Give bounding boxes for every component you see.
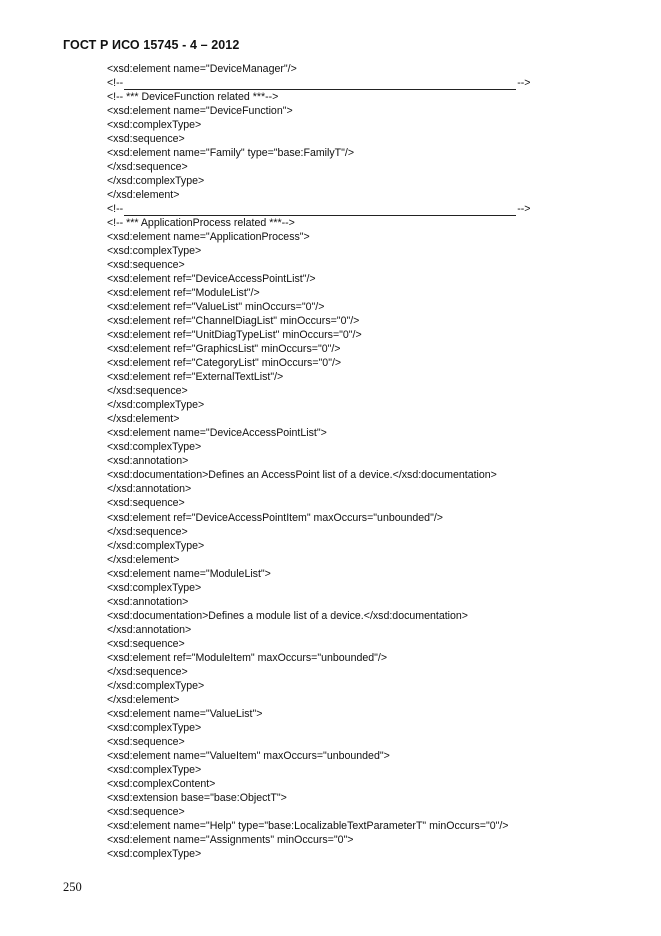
code-line: <xsd:element name="DeviceManager"/> xyxy=(107,63,297,75)
code-line: <xsd:complexType> xyxy=(107,119,202,132)
code-line: <xsd:element ref="ValueList" minOccurs="0"/> xyxy=(107,301,325,314)
code-line: <xsd:element name="ValueList"> xyxy=(107,707,263,720)
code-line: </xsd:annotation> xyxy=(107,483,192,496)
code-line: <xsd:element name="ModuleList"> xyxy=(107,567,271,580)
comment-separator-line xyxy=(107,202,607,216)
code-line: </xsd:complexType> xyxy=(107,679,205,692)
code-line: <xsd:sequence> xyxy=(107,735,185,748)
code-line: <xsd:element ref="ExternalTextList"/> xyxy=(107,371,284,384)
code-line: <xsd:element name="ValueItem" maxOccurs="unbounded"> xyxy=(107,749,390,762)
code-line: <xsd:complexContent> xyxy=(107,777,216,790)
code-line: <xsd:sequence> xyxy=(107,133,185,146)
code-line: <xsd:sequence> xyxy=(107,805,185,818)
page-number: 250 xyxy=(63,880,82,894)
code-line: <xsd:element ref="ModuleItem" maxOccurs="unbounded"/> xyxy=(107,651,388,664)
code-line: </xsd:element> xyxy=(107,413,180,426)
code-line: <xsd:element ref="DeviceAccessPointList"/> xyxy=(107,273,316,286)
code-line: </xsd:sequence> xyxy=(107,161,188,174)
code-line: </xsd:complexType> xyxy=(107,399,205,412)
separator-close: --> xyxy=(517,77,531,89)
code-line: <xsd:sequence> xyxy=(107,497,185,510)
code-line: <xsd:element name="DeviceFunction"> xyxy=(107,105,293,118)
code-line: </xsd:element> xyxy=(107,553,180,566)
code-line: </xsd:sequence> xyxy=(107,665,188,678)
code-line: <xsd:element name="ApplicationProcess"> xyxy=(107,231,310,244)
code-line: </xsd:sequence> xyxy=(107,385,188,398)
code-line: <xsd:sequence> xyxy=(107,259,185,272)
code-line: <xsd:complexType> xyxy=(107,763,202,776)
code-line: <xsd:complexType> xyxy=(107,847,202,860)
code-line: </xsd:complexType> xyxy=(107,539,205,552)
code-line: <xsd:complexType> xyxy=(107,441,202,454)
separator-open: <!-- xyxy=(107,203,124,216)
code-line: <xsd:element ref="DeviceAccessPointItem" maxOccurs="unbounded"/> xyxy=(107,511,443,524)
code-line: <xsd:element ref="ChannelDiagList" minOccurs="0"/> xyxy=(107,315,360,328)
code-line: <!-- *** ApplicationProcess related ***--> xyxy=(107,217,295,230)
code-line: <xsd:element ref="CategoryList" minOccurs="0"/> xyxy=(107,357,342,370)
comment-separator-line xyxy=(107,76,607,90)
code-line: <xsd:element ref="ModuleList"/> xyxy=(107,287,260,300)
code-line: <xsd:complexType> xyxy=(107,581,202,594)
code-line: <xsd:element name="DeviceAccessPointList"> xyxy=(107,427,327,440)
code-line: <xsd:sequence> xyxy=(107,637,185,650)
code-line: <xsd:documentation>Defines a module list of a device.</xsd:documentation> xyxy=(107,609,468,622)
code-line: <xsd:element name="Help" type="base:LocalizableTextParameterT" minOccurs="0"/> xyxy=(107,819,509,832)
code-line: <xsd:extension base="base:ObjectT"> xyxy=(107,791,287,804)
code-line: <!-- *** DeviceFunction related ***--> xyxy=(107,91,279,104)
code-line: <xsd:element name="Family" type="base:FamilyT"/> xyxy=(107,147,355,160)
code-line: <xsd:annotation> xyxy=(107,455,189,468)
separator-open: <!-- xyxy=(107,77,124,89)
code-line: </xsd:complexType> xyxy=(107,175,205,188)
code-line: <xsd:complexType> xyxy=(107,245,202,258)
code-line: <xsd:documentation>Defines an AccessPoint list of a device.</xsd:documentation> xyxy=(107,469,497,482)
code-line: <xsd:complexType> xyxy=(107,721,202,734)
code-line: </xsd:element> xyxy=(107,693,180,706)
document-header: ГОСТ Р ИСО 15745 - 4 – 2012 xyxy=(63,38,240,52)
separator-rule xyxy=(124,204,516,216)
xsd-code-listing xyxy=(107,62,607,861)
code-line: <xsd:element ref="UnitDiagTypeList" minOccurs="0"/> xyxy=(107,329,362,342)
code-line: </xsd:element> xyxy=(107,189,180,202)
code-line: <xsd:annotation> xyxy=(107,595,189,608)
separator-close: --> xyxy=(517,203,531,216)
code-line: </xsd:annotation> xyxy=(107,623,192,636)
code-line: <xsd:element ref="GraphicsList" minOccurs="0"/> xyxy=(107,343,341,356)
separator-rule xyxy=(124,78,516,90)
code-line: </xsd:sequence> xyxy=(107,525,188,538)
code-line: <xsd:element name="Assignments" minOccurs="0"> xyxy=(107,833,354,846)
